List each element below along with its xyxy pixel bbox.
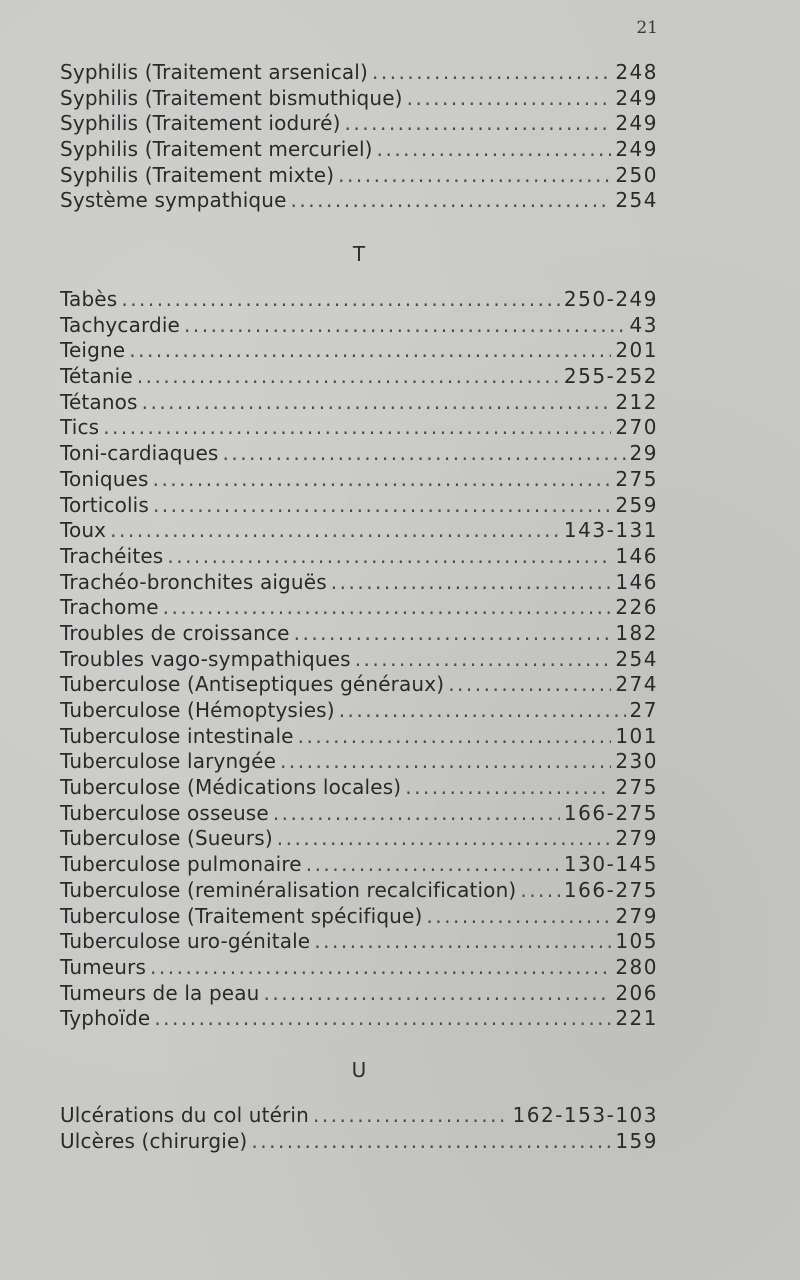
dot-leader [331, 570, 612, 596]
index-page-ref: 275 [615, 775, 658, 800]
index-page-ref: 270 [615, 415, 658, 440]
index-term: Tuberculose (Sueurs) [60, 826, 273, 851]
index-term: Système sympathique [60, 188, 287, 213]
index-entry [60, 313, 658, 339]
index-term: Toni-cardiaques [60, 441, 219, 466]
index-entry [60, 570, 658, 596]
index-term: Tachycardie [60, 312, 180, 337]
index-entry [60, 595, 658, 621]
index-entry [60, 621, 658, 647]
index-page-ref: 206 [615, 980, 658, 1005]
dot-leader [372, 60, 611, 86]
index-term: Tabès [60, 287, 118, 311]
dot-leader [184, 313, 626, 339]
index-entry [60, 544, 658, 570]
index-entry [60, 698, 658, 724]
index-entry [60, 801, 658, 827]
index-entry [60, 60, 658, 86]
index-page-ref: 162-153-103 [512, 1103, 658, 1127]
index-term: Tuberculose (Médications locales) [60, 775, 402, 800]
dot-leader [338, 163, 611, 189]
index-page-ref: 212 [615, 389, 658, 414]
index-term: Typhoïde [60, 1006, 151, 1031]
index-entry [60, 518, 658, 544]
index-term: Toux [60, 518, 107, 543]
index-page-ref: 274 [615, 672, 658, 697]
index-entry [60, 441, 658, 467]
index-entry [60, 338, 658, 364]
index-page-ref: 249 [615, 85, 658, 110]
index-page-ref: 143-131 [563, 518, 658, 543]
index-entry [60, 775, 658, 801]
dot-leader [339, 698, 626, 724]
index-page-ref: 166-275 [563, 877, 658, 902]
dot-leader [405, 775, 611, 801]
dot-leader [298, 724, 612, 750]
index-page-ref: 249 [615, 111, 658, 136]
index-term: Troubles de croissance [60, 620, 290, 645]
index-entry [60, 672, 658, 698]
index-page-ref: 279 [615, 903, 658, 928]
index-term: Tuberculose osseuse [60, 800, 269, 825]
index-page-ref: 280 [615, 954, 658, 979]
dot-leader [142, 390, 612, 416]
dot-leader [137, 364, 560, 390]
dot-leader [103, 415, 611, 441]
index-term: Trachome [60, 595, 159, 620]
index-entry [60, 137, 658, 163]
dot-leader [110, 518, 560, 544]
index-page-ref: 230 [615, 749, 658, 774]
dot-leader [313, 1103, 509, 1129]
dot-leader [377, 137, 612, 163]
dot-leader [345, 111, 612, 137]
index-term: Tics [60, 415, 100, 440]
index-entry [60, 955, 658, 981]
dot-leader [153, 467, 612, 493]
index-entry [60, 981, 658, 1007]
index-term: Ulcérations du col utérin [60, 1103, 309, 1127]
index-entry [60, 647, 658, 673]
index-page-ref: 250-249 [563, 287, 658, 311]
index-entry [60, 467, 658, 493]
dot-leader [280, 749, 611, 775]
index-page-ref: 130-145 [563, 852, 658, 877]
index-entry [60, 364, 658, 390]
index-term: Trachéites [60, 543, 164, 568]
index-term: Tétanos [60, 389, 138, 414]
dot-leader [520, 878, 560, 904]
index-term: Tuberculose laryngée [60, 749, 277, 774]
index-page-ref: 101 [615, 723, 658, 748]
index-term: Tuberculose (Antiseptiques généraux) [60, 672, 445, 697]
dot-leader [355, 647, 612, 673]
index-entry [60, 878, 658, 904]
index-term: Tumeurs de la peau [60, 980, 260, 1005]
dot-leader [273, 801, 560, 827]
index-entry [60, 287, 658, 313]
dot-leader [251, 1129, 611, 1155]
entry-list [60, 60, 658, 214]
index-page-ref: 254 [615, 646, 658, 671]
index-entry [60, 724, 658, 750]
index-entry [60, 929, 658, 955]
index-term: Troubles vago-sympathiques [60, 646, 351, 671]
dot-leader [426, 904, 611, 930]
index-term: Ulcères (chirurgie) [60, 1128, 248, 1153]
index-term: Tuberculose pulmonaire [60, 852, 302, 877]
index-page-ref: 105 [615, 929, 658, 954]
index-page-ref: 159 [615, 1128, 658, 1153]
index-term: Tuberculose intestinale [60, 723, 294, 748]
index-entry [60, 826, 658, 852]
index-entry [60, 415, 658, 441]
dot-leader [291, 188, 612, 214]
index-term: Syphilis (Traitement mercuriel) [60, 137, 373, 162]
index-page-ref: 166-275 [563, 800, 658, 825]
index-entry [60, 1103, 658, 1129]
index-entry [60, 493, 658, 519]
index-term: Tuberculose (reminéralisation recalcification) [60, 877, 517, 902]
section-letter-t: T [352, 242, 366, 266]
dot-leader [167, 544, 611, 570]
index-page-ref: 255-252 [563, 364, 658, 389]
dot-leader [306, 852, 560, 878]
index-term: Syphilis (Traitement bismuthique) [60, 85, 403, 110]
index-entry [60, 163, 658, 189]
index-page-ref: 249 [615, 137, 658, 162]
index-page-ref: 275 [615, 466, 658, 491]
index-term: Syphilis (Traitement mixte) [60, 162, 335, 187]
index-term: Tumeurs [60, 954, 147, 979]
index-entry [60, 390, 658, 416]
index-entry [60, 111, 658, 137]
entry-list [60, 287, 658, 1032]
index-page-ref: 146 [615, 569, 658, 594]
index-page-ref: 182 [615, 620, 658, 645]
dot-leader [129, 338, 611, 364]
index-page-ref: 27 [629, 698, 658, 722]
index-term: Toniques [60, 466, 149, 491]
index-page-ref: 226 [615, 595, 658, 620]
index-entry [60, 1006, 658, 1032]
dot-leader [294, 621, 612, 647]
index-term: Teigne [60, 338, 126, 363]
index-page-ref: 248 [615, 60, 658, 84]
dot-leader [222, 441, 625, 467]
index-page-ref: 279 [615, 826, 658, 851]
index-term: Tuberculose uro-génitale [60, 929, 311, 954]
dot-leader [154, 1006, 611, 1032]
section-letter-u: U [351, 1058, 367, 1082]
entry-list [60, 1103, 658, 1154]
index-term: Tuberculose (Hémoptysies) [60, 698, 335, 722]
index-entry [60, 1129, 658, 1155]
page-number: 21 [636, 18, 658, 38]
dot-leader [163, 595, 612, 621]
dot-leader [277, 826, 612, 852]
index-term: Syphilis (Traitement arsenical) [60, 60, 368, 84]
index-page-ref: 146 [615, 543, 658, 568]
index-entry [60, 86, 658, 112]
dot-leader [448, 672, 611, 698]
index-page-ref: 254 [615, 188, 658, 213]
index-entry [60, 904, 658, 930]
index-term: Syphilis (Traitement ioduré) [60, 111, 341, 136]
dot-leader [153, 493, 611, 519]
index-page-ref: 201 [615, 338, 658, 363]
index-page-ref: 221 [615, 1006, 658, 1031]
index-term: Torticolis [60, 492, 149, 517]
index-term: Tuberculose (Traitement spécifique) [60, 903, 423, 928]
index-term: Tétanie [60, 364, 133, 389]
index-page-ref: 250 [615, 162, 658, 187]
index-page-ref: 29 [629, 441, 658, 466]
index-page-ref: 259 [615, 492, 658, 517]
index-section-s [60, 60, 658, 214]
dot-leader [314, 929, 611, 955]
index-entry [60, 188, 658, 214]
dot-leader [407, 86, 612, 112]
index-term: Trachéo-bronchites aiguës [60, 569, 327, 594]
index-entry [60, 749, 658, 775]
dot-leader [121, 287, 560, 313]
index-entry [60, 852, 658, 878]
dot-leader [263, 981, 611, 1007]
dot-leader [150, 955, 611, 981]
index-page-ref: 43 [629, 312, 658, 337]
